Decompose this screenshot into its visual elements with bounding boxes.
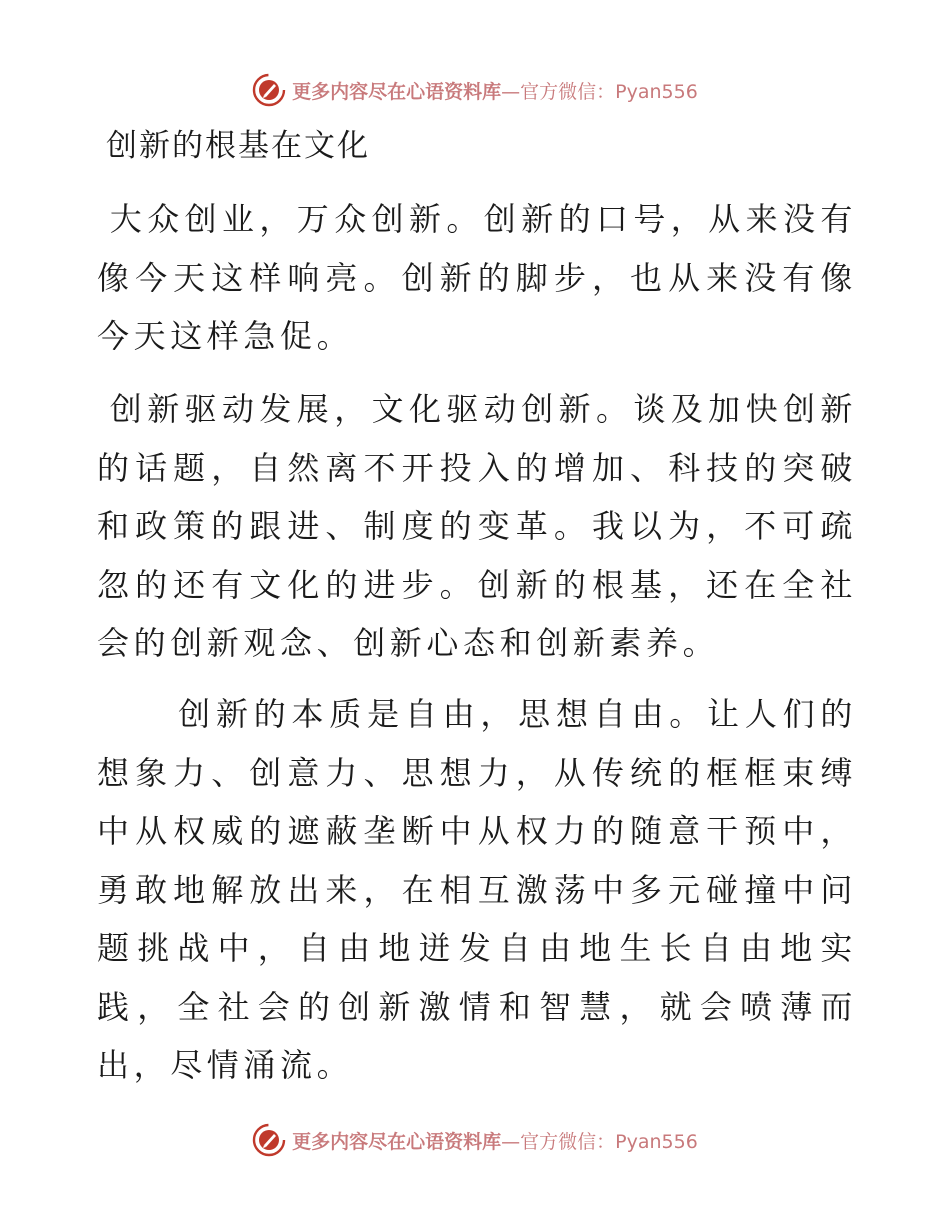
header-banner: [0, 70, 950, 110]
banner-main-text: 更多内容尽在心语资料库: [292, 80, 502, 103]
footer-banner-content: [252, 1123, 698, 1157]
pen-logo-icon: [252, 73, 286, 107]
banner-contact-text: 官方微信：Pyan556: [520, 80, 698, 103]
document-title: 创新的根基在文化: [106, 128, 370, 164]
footer-banner-text: [292, 1127, 698, 1154]
pen-logo-icon: [252, 1123, 286, 1157]
paragraph-1-text: 大众创业，万众创新。创新的口号，从来没有像今天这样响亮。创新的脚步，也从来没有像今天这样急促。: [97, 200, 857, 355]
banner-contact-text: 官方微信：Pyan556: [520, 1130, 698, 1153]
banner-separator: —: [501, 80, 521, 103]
header-banner-content: [252, 73, 698, 107]
paragraph-3-text: 创新的本质是自由，思想自由。让人们的想象力、创意力、思想力，从传统的框框束缚中从权威的遮蔽垄断中从权力的随意干预中，勇敢地解放出来，在相互激荡中多元碰撞中问题挑战中，自由地迸发自由地生长自由地实践，全社会的创新激情和智慧，就会喷薄而出，尽情涌流。: [97, 695, 857, 1084]
paragraph-1: [97, 190, 857, 366]
paragraph-3: [97, 685, 857, 1095]
paragraph-2: [97, 380, 857, 673]
banner-separator: —: [501, 1130, 521, 1153]
footer-banner: [0, 1120, 950, 1160]
paragraph-2-text: 创新驱动发展，文化驱动创新。谈及加快创新的话题，自然离不开投入的增加、科技的突破和政策的跟进、制度的变革。我以为，不可疏忽的还有文化的进步。创新的根基，还在全社会的创新观念、创新心态和创新素养。: [97, 390, 857, 662]
banner-main-text: 更多内容尽在心语资料库: [292, 1130, 502, 1153]
header-banner-text: [292, 77, 698, 104]
